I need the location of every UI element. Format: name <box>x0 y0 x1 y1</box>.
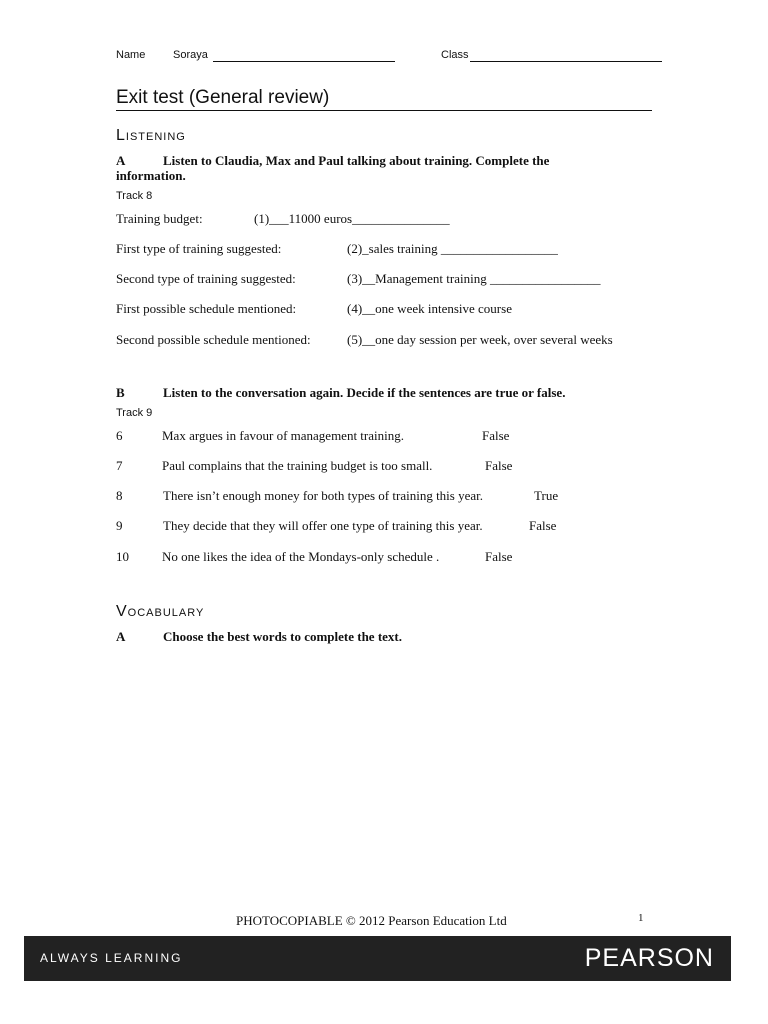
list-item <box>116 458 636 474</box>
row-answer: (5)__one day session per week, over several weeks <box>347 332 613 347</box>
list-item <box>116 428 636 444</box>
item-answer: True <box>534 488 559 503</box>
item-answer: False <box>485 549 513 564</box>
vocab-task-a-letter: A <box>116 629 126 644</box>
item-answer: False <box>485 458 513 473</box>
pearson-logo: PEARSON <box>584 944 714 972</box>
name-value: Soraya <box>173 49 208 61</box>
title-rule <box>116 110 652 111</box>
listening-heading-cap: L <box>116 127 126 144</box>
list-item <box>116 211 676 227</box>
row-question: Second type of training suggested: <box>116 271 296 286</box>
track-9-label: Track 9 <box>116 407 153 419</box>
task-b-instruction: Listen to the conversation again. Decide if the sentences are true or false. <box>163 385 566 400</box>
row-question: First possible schedule mentioned: <box>116 301 297 316</box>
listening-heading-rest: ISTENING <box>125 131 186 143</box>
vocabulary-heading-cap: V <box>116 603 128 620</box>
item-number: 8 <box>116 488 123 503</box>
item-statement: Paul complains that the training budget is too small. <box>162 458 433 473</box>
row-answer: (2)_sales training __________________ <box>347 241 558 256</box>
brand-bar <box>24 936 731 981</box>
item-number: 10 <box>116 549 129 564</box>
item-statement: Max argues in favour of management training. <box>162 428 404 443</box>
item-number: 6 <box>116 428 123 443</box>
row-answer: (4)__one week intensive course <box>347 301 512 316</box>
list-item <box>116 271 676 287</box>
item-statement: There isn’t enough money for both types of training this year. <box>163 488 483 503</box>
row-question: First type of training suggested: <box>116 241 282 256</box>
list-item <box>116 549 636 565</box>
item-statement: No one likes the idea of the Mondays-only schedule . <box>162 549 440 564</box>
row-question: Training budget: <box>116 211 203 226</box>
track-8-label: Track 8 <box>116 190 153 202</box>
page-title: Exit test (General review) <box>116 87 330 108</box>
list-item <box>116 332 676 348</box>
footer-copyright: PHOTOCOPIABLE © 2012 Pearson Education Ltd <box>236 913 507 928</box>
name-label: Name <box>116 49 146 61</box>
list-item <box>116 488 636 504</box>
item-statement: They decide that they will offer one type of training this year. <box>163 518 483 533</box>
page-number: 1 <box>638 912 644 924</box>
vocab-task-a-instruction: Choose the best words to complete the text. <box>163 629 403 644</box>
listening-heading <box>116 127 186 145</box>
class-label: Class <box>441 49 469 61</box>
name-underline <box>213 61 395 62</box>
task-a-letter: A <box>116 153 126 168</box>
row-answer: (1)___11000 euros_______________ <box>254 211 450 226</box>
task-a-instruction: Listen to Claudia, Max and Paul talking about training. Complete the <box>163 153 550 168</box>
item-answer: False <box>529 518 557 533</box>
brand-tagline: ALWAYS LEARNING <box>40 951 183 965</box>
item-number: 7 <box>116 458 123 473</box>
item-answer: False <box>482 428 510 443</box>
list-item <box>116 241 676 257</box>
list-item <box>116 301 676 317</box>
item-number: 9 <box>116 518 123 533</box>
list-item <box>116 518 636 534</box>
vocabulary-heading-rest: OCABULARY <box>127 607 205 619</box>
task-b-letter: B <box>116 385 125 400</box>
row-answer: (3)__Management training _________________ <box>347 271 601 286</box>
task-a-instruction-cont: information. <box>116 168 186 183</box>
class-underline <box>470 61 662 62</box>
row-question: Second possible schedule mentioned: <box>116 332 311 347</box>
vocabulary-heading <box>116 603 204 621</box>
